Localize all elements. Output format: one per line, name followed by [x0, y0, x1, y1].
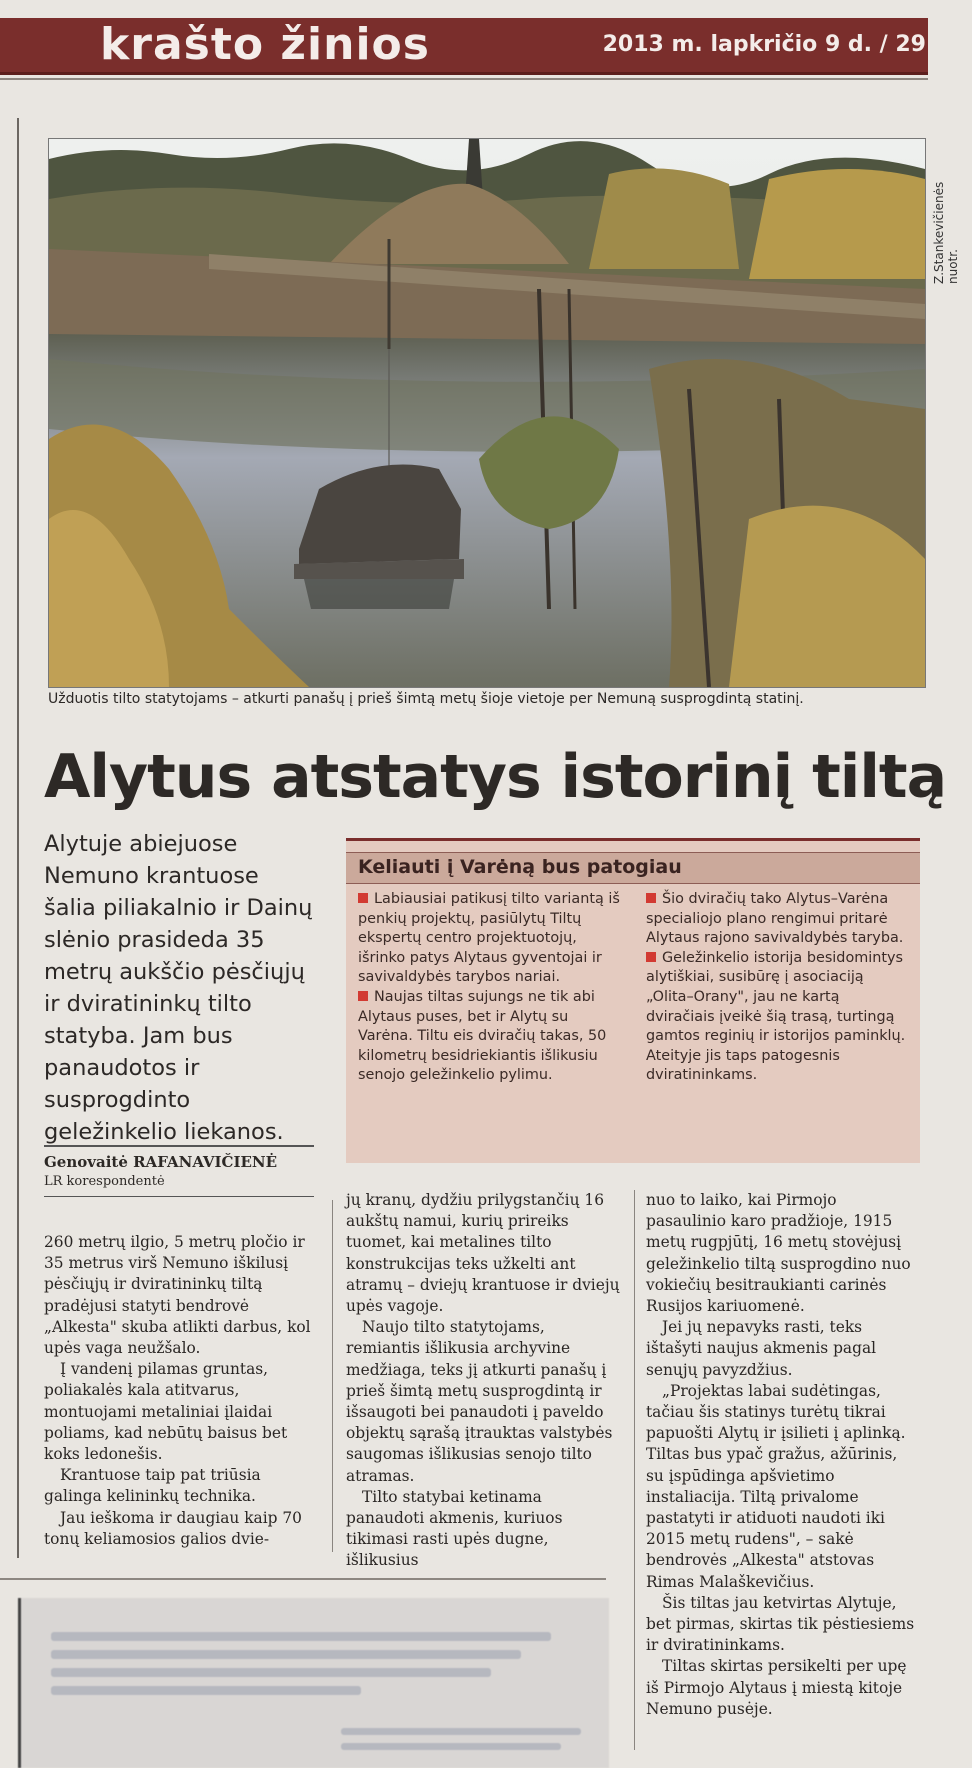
paragraph: Jau ieškoma ir daugiau kaip 70 tonų keliamosios galios dvie- [44, 1508, 302, 1548]
bullet-square-icon [358, 893, 368, 903]
paragraph: jų kranų, dydžiu prilygstančių 16 aukštų namui, kurių prireiks tuomet, kai metalines tilto konstrukcijas teks užkelti ant atramų – dviejų krantuose ir dviejų upės vagoje. [346, 1191, 620, 1316]
sidebar-item: Labiausiai patikusį tilto variantą iš penkių projektų, pasiūlytų Tiltų ekspertų centro projektuotojų, išrinko patys Alytaus gyventojai ir savivaldybės tarybos nariai. [358, 891, 620, 986]
bullet-square-icon [646, 893, 656, 903]
paragraph: 260 metrų ilgio, 5 metrų pločio ir 35 metrus virš Nemuno iškilusį pėsčiųjų ir dviratininkų tiltą pradėjusi statyti bendrovė „Alkesta" skuba atlikti darbus, kol upės vaga neužšalo. [44, 1233, 311, 1358]
bottom-rule [0, 1578, 606, 1580]
bullet-square-icon [358, 991, 368, 1001]
paragraph: nuo to laiko, kai Pirmojo pasaulinio karo pradžioje, 1915 metų rugpjūtį, 16 metų stovėjusį geležinkelio tiltą susprogdino nuo vokiečių besitraukianti carinės Rusijos kariuomenė. [646, 1191, 911, 1316]
blurred-text-line [51, 1650, 521, 1659]
sidebar-column-left [358, 890, 624, 1086]
photo-caption: Užduotis tilto statytojams – atkurti panašų į prieš šimtą metų šioje vietoje per Nemuną susprogdintą statinį. [48, 691, 804, 707]
issue-date-page: 2013 m. lapkričio 9 d. / 29 [602, 32, 926, 57]
paragraph: Tilto statybai ketinama panaudoti akmenis, kuriuos tikimasi rasti upės dugne, išlikusius [346, 1487, 563, 1570]
byline-rule [44, 1196, 314, 1197]
article-headline: Alytus atstatys istorinį tiltą [44, 742, 947, 812]
paragraph: Krantuose taip pat triūsia galinga kelininkų technika. [44, 1466, 261, 1506]
sidebar-item: Naujas tiltas sujungs ne tik abi Alytaus puses, bet ir Alytų su Varėna. Tiltu eis dviračių takas, 50 kilometrų besidriekiantis išlikusiu senojo geležinkelio pylimu. [358, 988, 607, 1084]
paragraph: Šis tiltas jau ketvirtas Alytuje, bet pirmas, skirtas tik pėstiesiems ir dviratininkams. [646, 1593, 915, 1655]
article-column-3 [646, 1190, 916, 1720]
sidebar-item: Šio dviračių tako Alytus–Varėna specialiojo plano rengimui pritarė Alytaus rajono savivaldybės taryba. [646, 891, 904, 947]
river-bridge-photo [48, 138, 926, 688]
blurred-text-line [51, 1632, 551, 1641]
photo-illustration [49, 139, 925, 687]
paragraph: Jei jų nepavyks rasti, teks ištašyti naujus akmenis pagal senųjų pavyzdžius. [646, 1318, 877, 1379]
article-column-1 [44, 1232, 314, 1550]
blurred-text-line [341, 1728, 581, 1735]
blurred-text-line [51, 1686, 361, 1695]
byline-rule [44, 1145, 314, 1147]
sidebar-title: Keliauti į Varėną bus patogiau [358, 856, 682, 878]
byline-author: Genovaitė RAFANAVIČIENĖ [44, 1153, 278, 1171]
paragraph: Tiltas skirtas persikelti per upę iš Pirmojo Alytaus į miestą kitoje Nemuno pusėje. [646, 1657, 907, 1718]
blurred-advertisement [18, 1598, 609, 1768]
column-rule-left [17, 118, 19, 1558]
blurred-text-line [51, 1668, 491, 1677]
column-rule [332, 1200, 333, 1552]
bullet-square-icon [646, 952, 656, 962]
paragraph: „Projektas labai sudėtingas, tačiau šis statinys turėtų tikrai papuošti Alytų ir įsilieti į aplinką. Tiltas bus ypač gražus, ažūrinis, su įspūdinga apšvietimo instaliacija. Tiltą privalome pastatyti ir atiduoti naudoti iki 2015 metų rudens", – sakė bendrovės „Alkesta" atstovas Rimas Malaškevičius. [646, 1381, 906, 1591]
byline-role: LR korespondentė [44, 1174, 165, 1189]
column-rule [634, 1190, 635, 1750]
photo-credit: Z.Stankevičienės nuotr. [932, 181, 960, 284]
paragraph: Naujo tilto statytojams, remiantis išlikusia archyvine medžiaga, teks jį atkurti panašų į prieš šimtą metų susprogdintą ir išsaugoti bei panaudoti į paveldo objektų sąrašą įtrauktas valstybės saugomas išlikusias senojo tilto atramas. [346, 1318, 613, 1485]
blurred-text-line [341, 1743, 561, 1750]
article-column-2 [346, 1190, 622, 1572]
header-rule [0, 78, 928, 80]
sidebar-column-right [646, 890, 906, 1086]
sidebar-item: Geležinkelio istorija besidomintys alytiškiai, susibūrę į asociaciją „Olita–Orany", jau ne kartą dviračiais įveikė šią trasą, turtingą gamtos reginių ir istorijos paminklų. Ateityje jis taps patogesnis dviratininkams. [646, 949, 906, 1084]
section-title: krašto žinios [100, 19, 430, 70]
paragraph: Į vandenį pilamas gruntas, poliakalės kala atitvarus, montuojami metaliniai įlaidai poliams, kad nebūtų baisus bet koks ledonešis. [44, 1360, 288, 1464]
article-lead: Alytuje abiejuose Nemuno krantuose šalia piliakalnio ir Dainų slėnio prasideda 35 metrų aukščio pėsčiųjų ir dviratininkų tilto statyba. Jam bus panaudotos ir susprogdinto geležinkelio liekanos. [44, 831, 313, 1145]
